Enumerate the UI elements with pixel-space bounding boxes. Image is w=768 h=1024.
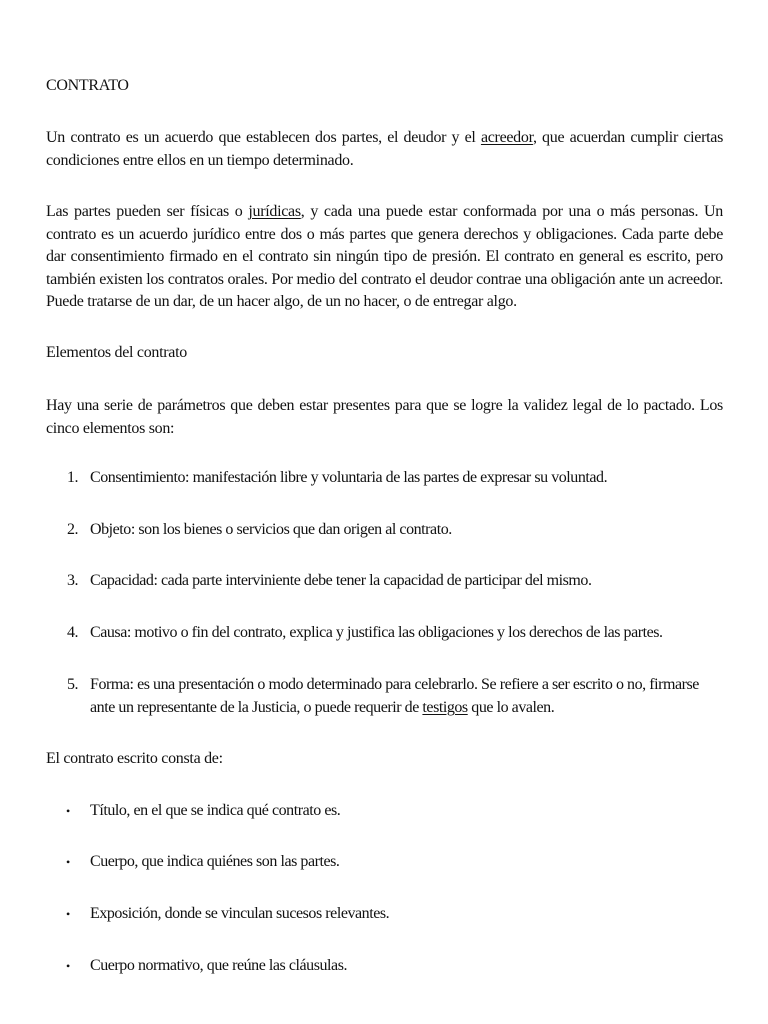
bullet-icon: • xyxy=(66,959,70,973)
bullet-icon: • xyxy=(66,907,70,921)
list-number: 2. xyxy=(67,521,79,538)
elements-heading: Elementos del contrato xyxy=(46,344,187,361)
intro-text-start: Un contrato es un acuerdo que establecen dos partes, el deudor y el xyxy=(46,129,481,146)
document-title: CONTRATO xyxy=(46,77,129,94)
bullet-item-text: Cuerpo normativo, que reúne las cláusulas. xyxy=(90,957,348,974)
list-number: 4. xyxy=(67,624,79,641)
list-number: 5. xyxy=(67,676,79,693)
forma-text-start: Forma: es una presentación o modo determinado para celebrarlo. Se refiere a ser escrito o no, firmarse ante un representante de la Justicia, o puede requerir de xyxy=(90,676,699,716)
bullet-icon: • xyxy=(66,804,70,818)
bullet-icon: • xyxy=(66,855,70,869)
parties-paragraph xyxy=(46,201,723,314)
intro-paragraph xyxy=(46,127,723,172)
testigos-link[interactable]: testigos xyxy=(422,698,468,716)
acreedor-link[interactable]: acreedor xyxy=(480,129,533,146)
elements-intro-paragraph: Hay una serie de parámetros que deben estar presentes para que se logre la validez legal de lo pactado. Los cinco elementos son: xyxy=(46,397,723,437)
list-number: 3. xyxy=(67,572,79,589)
list-item-text xyxy=(90,674,723,719)
parties-text-end: , y cada una puede estar conformada por una o más personas. Un contrato es un acuerdo jurídico entre dos o más partes que genera derechos y obligaciones. Cada parte debe dar consentimiento firmado en el contrato sin ningún tipo de presión. El contrato en general es escrito, pero también existen los contratos orales. Por medio del contrato el deudor contrae una obligación ante un acreedor. Puede tratarse de un dar, de un hacer algo, de un no hacer, o de entregar algo. xyxy=(46,203,723,310)
forma-text-end: que lo avalen. xyxy=(467,698,555,716)
parties-text-start: Las partes pueden ser físicas o xyxy=(46,203,249,220)
written-contract-heading: El contrato escrito consta de: xyxy=(46,750,223,767)
list-item-text: Objeto: son los bienes o servicios que dan origen al contrato. xyxy=(90,521,452,538)
bullet-item-text: Título, en el que se indica qué contrato es. xyxy=(90,802,341,819)
intro-text-end: , que acuerdan cumplir ciertas condiciones entre ellos en un tiempo determinado. xyxy=(46,129,724,169)
bullet-item-text: Exposición, donde se vinculan sucesos relevantes. xyxy=(90,905,390,922)
list-number: 1. xyxy=(67,469,79,486)
list-item-text: Causa: motivo o fin del contrato, explica y justifica las obligaciones y los derechos de las partes. xyxy=(90,624,663,641)
juridicas-link[interactable]: jurídicas xyxy=(248,203,301,220)
bullet-item-text: Cuerpo, que indica quiénes son las partes. xyxy=(90,853,340,870)
list-item-text: Consentimiento: manifestación libre y voluntaria de las partes de expresar su voluntad. xyxy=(90,469,608,486)
list-item-text: Capacidad: cada parte interviniente debe tener la capacidad de participar del mismo. xyxy=(90,572,592,589)
